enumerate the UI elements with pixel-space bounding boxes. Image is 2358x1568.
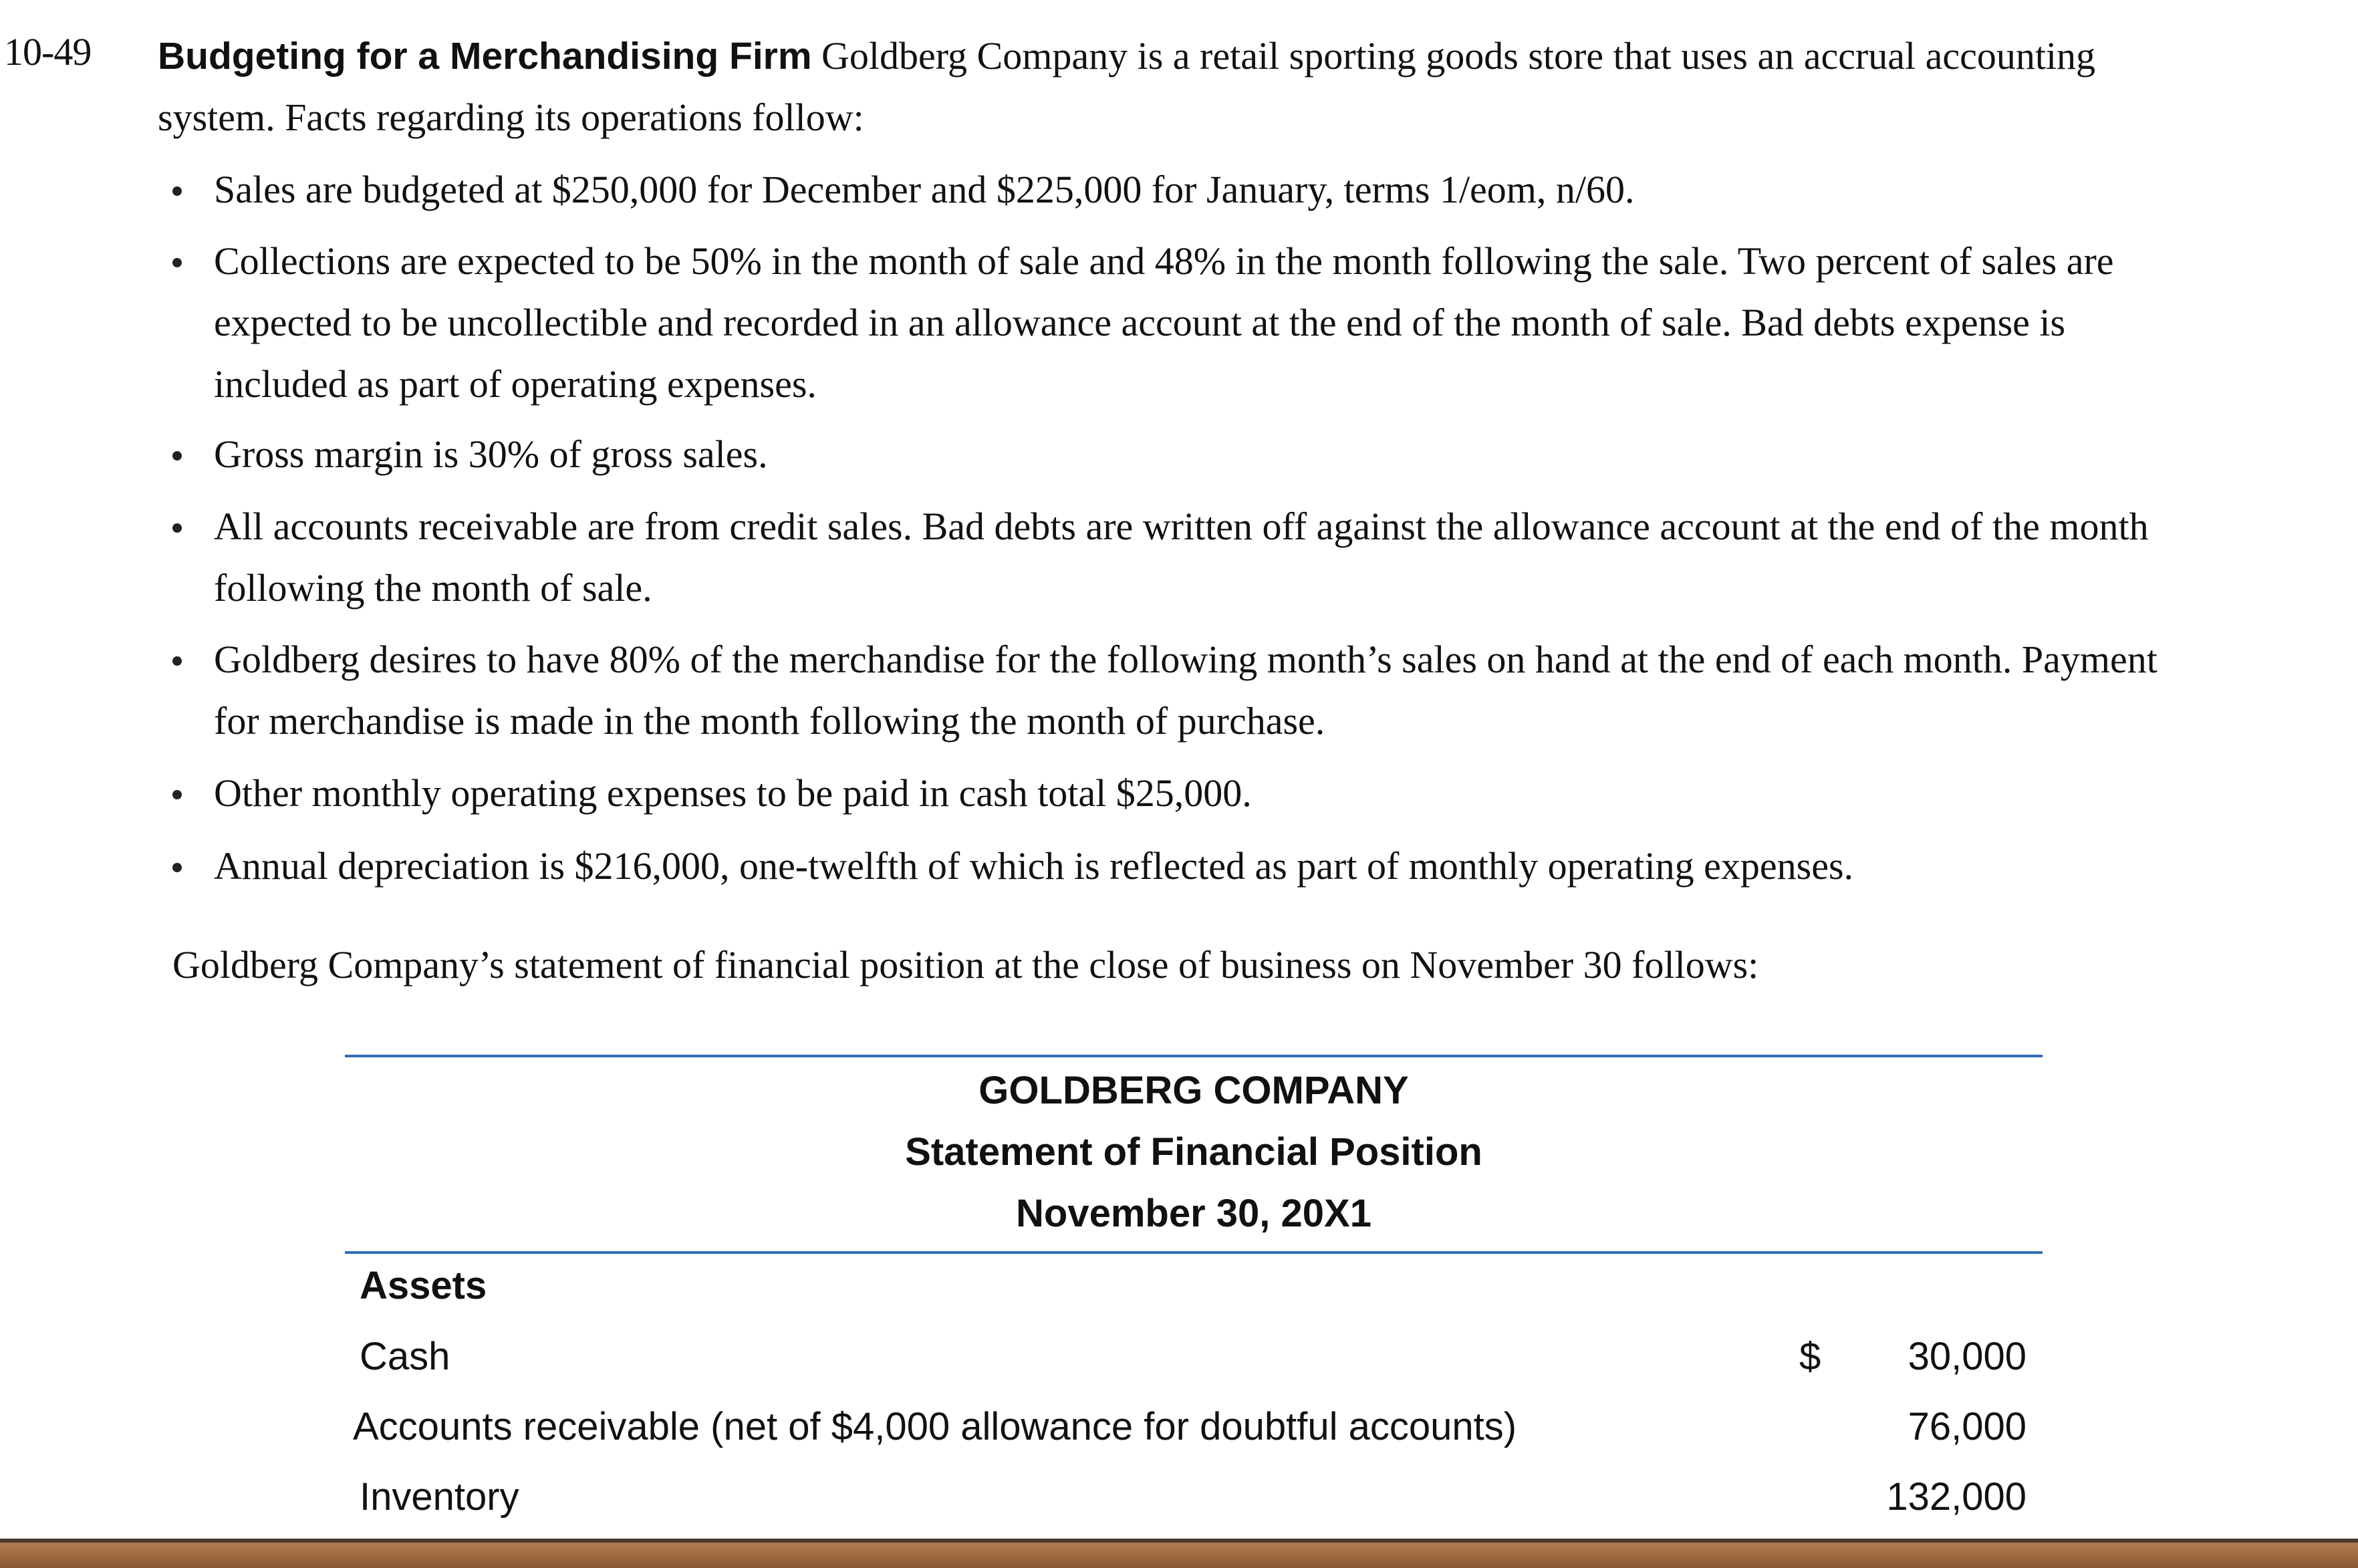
bullet-dot (172, 186, 182, 196)
statement-date: November 30, 20X1 (1016, 1192, 1371, 1235)
window-bottom-edge (0, 1539, 2358, 1568)
bullet-dot (172, 451, 182, 461)
bullet-text: Sales are budgeted at $250,000 for December and $225,000 for January, terms 1/eom, n/60. (214, 168, 1635, 211)
bullet-text: for merchandise is made in the month following the month of purchase. (214, 699, 1325, 743)
bullet-text: expected to be uncollectible and recorded in an allowance account at the end of the month of sale. Bad debts expense is (214, 301, 2066, 344)
row-label-cash: Cash (360, 1335, 450, 1378)
bullet-text: All accounts receivable are from credit sales. Bad debts are written off against the allowance account at the end of the month (214, 505, 2149, 548)
currency-symbol: $ (1799, 1335, 1821, 1378)
bullet-text: included as part of operating expenses. (214, 362, 817, 406)
bullet-text: Collections are expected to be 50% in the month of sale and 48% in the month following the sale. Two percent of sales are (214, 239, 2114, 283)
problem-number: 10-49 (4, 30, 92, 74)
bullet-item (214, 835, 2353, 897)
row-value-inventory: 132,000 (1886, 1475, 2026, 1519)
bullet-text: Annual depreciation is $216,000, one-twelfth of which is reflected as part of monthly operating expenses. (214, 844, 1854, 888)
bullet-item (214, 629, 2353, 752)
row-label-inventory: Inventory (360, 1475, 519, 1519)
statement-title: Statement of Financial Position (905, 1130, 1482, 1174)
bullet-item (214, 159, 2353, 221)
company-name: GOLDBERG COMPANY (978, 1069, 1409, 1112)
bullet-text: following the month of sale. (214, 566, 652, 610)
row-value-cash: 30,000 (1908, 1335, 2026, 1378)
bullet-text: Goldberg desires to have 80% of the merchandise for the following month’s sales on hand at the end of each month. Payment (214, 638, 2157, 681)
bullet-item (214, 231, 2353, 415)
problem-heading: Budgeting for a Merchandising Firm (158, 35, 812, 78)
bullet-dot (172, 863, 182, 872)
statement-intro: Goldberg Company’s statement of financial position at the close of business on November 30 follows: (172, 943, 1759, 987)
bullet-dot (172, 258, 182, 267)
bullet-text: Gross margin is 30% of gross sales. (214, 432, 768, 476)
row-value-accounts-receivable: 76,000 (1908, 1405, 2026, 1448)
bullet-item (214, 424, 2353, 485)
bullet-dot (172, 523, 182, 533)
assets-heading: Assets (360, 1264, 487, 1307)
header-rule (345, 1251, 2043, 1254)
intro-line-1: Goldberg Company is a retail sporting goods store that uses an accrual accounting (811, 34, 2096, 78)
problem-intro (158, 25, 2337, 148)
bullet-dot (172, 790, 182, 799)
bullet-text: Other monthly operating expenses to be paid in cash total $25,000. (214, 771, 1252, 815)
intro-line-2: system. Facts regarding its operations follow: (158, 96, 864, 139)
bullet-dot (172, 656, 182, 666)
top-rule (345, 1055, 2043, 1057)
row-label-accounts-receivable: Accounts receivable (net of $4,000 allowance for doubtful accounts) (353, 1405, 1517, 1448)
bullet-item (214, 763, 2353, 824)
bullet-item (214, 496, 2353, 619)
